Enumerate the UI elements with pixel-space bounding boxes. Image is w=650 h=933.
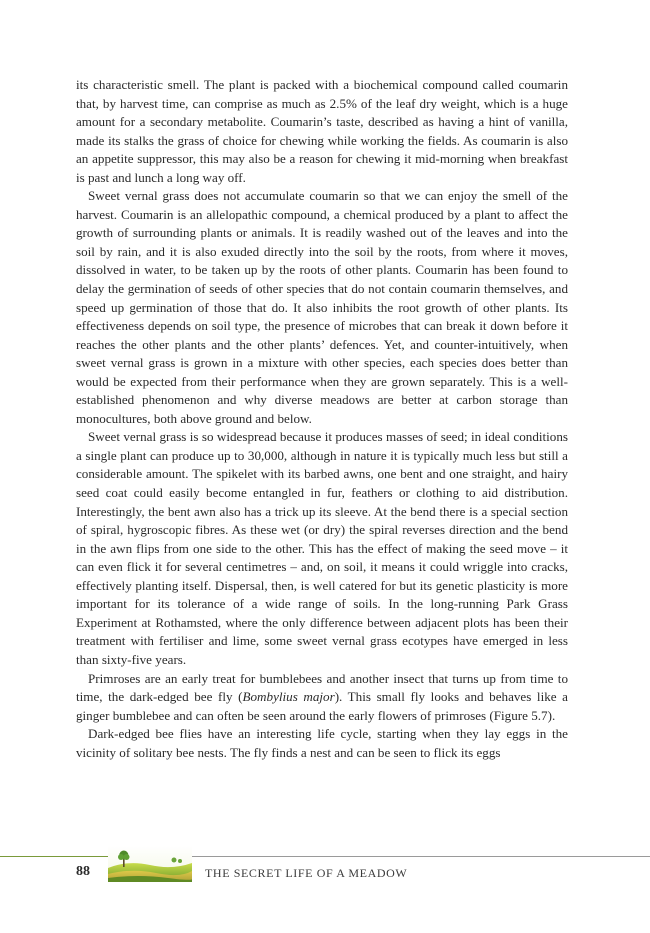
running-title: THE SECRET LIFE OF A MEADOW xyxy=(205,866,408,880)
paragraph xyxy=(76,670,568,726)
paragraph-text: its characteristic smell. The plant is packed with a biochemical compound called coumarin that, by harvest time, can comprise as much as 2.5% of the leaf dry weight, which is a huge amount for a secondary metabolite. Coumarin’s taste, described as having a hint of vanilla, made its stalks the grass of choice for chewing while working the fields. As coumarin is also an appetite suppressor, this may also be a reason for chewing it mid-morning when breakfast is past and lunch a long way off. xyxy=(76,77,568,185)
paragraph-text: ). This small fly looks and behaves like a ginger bumblebee and can often be seen around the early flowers of primroses (Figure 5.7). xyxy=(76,689,568,723)
paragraph-text: Dark-edged bee flies have an interesting life cycle, starting when they lay eggs in the vicinity of solitary bee nests. The fly finds a nest and can be seen to flick its eggs xyxy=(76,726,568,760)
footer-rule-accent xyxy=(0,856,108,857)
paragraph xyxy=(76,187,568,428)
meadow-landscape-icon xyxy=(108,846,192,882)
paragraph-text: Sweet vernal grass is so widespread because it produces masses of seed; in ideal conditions a single plant can produce up to 30,000, although in nature it is typically much less but still a considerable amount. The spikelet with its barbed awns, one bent and one straight, and hairy seed coat could easily become entangled in fur, feathers or clothing to aid distribution. Interestingly, the bent awn also has a trick up its sleeve. At the bend there is a special section of spiral, hygroscopic fibres. As these wet (or dry) the spiral reverses direction and the bend in the awn flips from one side to the other. This has the effect of making the seed move – it can even flick it for several centimetres – and, on soil, it means it could wriggle into cracks, effectively planting itself. Dispersal, then, is well catered for but its genetic plasticity is more important for its tolerance of a wide range of soils. In the long-running Park Grass Experiment at Rothamsted, where the only difference between adjacent plots has been their treatment with fertiliser and lime, some sweet vernal grass ecotypes have emerged in less than sixty-five years. xyxy=(76,429,568,667)
body-text xyxy=(76,76,568,762)
paragraph-text: Sweet vernal grass does not accumulate coumarin so that we can enjoy the smell of the harvest. Coumarin is an allelopathic compound, a chemical produced by a plant to affect the growth of surrounding plants or animals. It is readily washed out of the leaves and into the soil by rain, and it is also exuded directly into the soil by the roots, from where it moves, dissolved in water, to be taken up by the roots of other plants. Coumarin has been found to delay the germination of seeds of other species that do not contain coumarin themselves, and speed up germination of those that do. It also inhibits the root growth of other plants. Its effectiveness depends on soil type, the presence of microbes that can break it down before it reaches the other plants and the other plants’ defences. Yet, and counter-intuitively, when sweet vernal grass is grown in a mixture with other species, each species does better than would be expected from their performance when they are grown separately. This is a well-established phenomenon and why diverse meadows are better at carbon storage than monocultures, both above ground and below. xyxy=(76,188,568,426)
paragraph xyxy=(76,725,568,762)
paragraph xyxy=(76,76,568,187)
paragraph-text: Primroses are an early treat for bumblebees and another insect that turns up from time to time, the dark-edged bee fly ( xyxy=(76,670,568,705)
italic-text: Bombylius major xyxy=(242,689,335,705)
paragraph xyxy=(76,428,568,669)
page-number: 88 xyxy=(76,864,90,879)
